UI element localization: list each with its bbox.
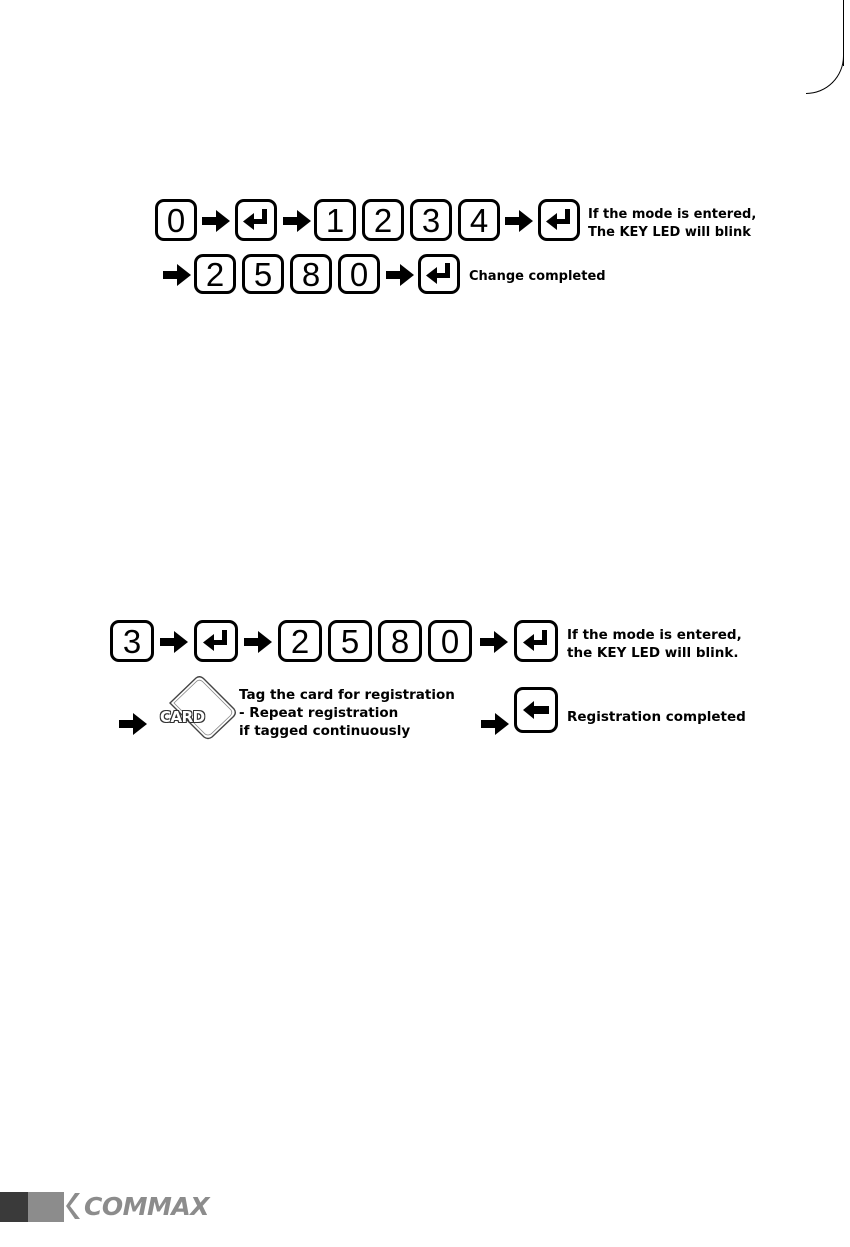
commax-logo xyxy=(66,1190,209,1222)
mode-note-line1: If the mode is entered, xyxy=(567,627,742,643)
key-8: 8 xyxy=(378,620,422,662)
arrow-right-icon xyxy=(283,210,311,232)
commax-logo-mark-icon xyxy=(66,1193,82,1219)
key-1: 1 xyxy=(314,199,356,241)
arrow-right-icon xyxy=(480,631,508,653)
key-2: 2 xyxy=(362,199,404,241)
enter-key xyxy=(194,620,238,662)
key-3: 3 xyxy=(410,199,452,241)
mode-note-line1: If the mode is entered, xyxy=(588,207,757,222)
enter-icon xyxy=(243,209,269,231)
tag-instruction-line1: Tag the card for registration xyxy=(239,687,455,703)
arrow-right-icon xyxy=(202,210,230,232)
back-icon xyxy=(523,701,549,719)
arrow-right-icon xyxy=(244,631,272,653)
key-5: 5 xyxy=(328,620,372,662)
tag-instruction-line3: if tagged continuously xyxy=(239,723,411,739)
key-0: 0 xyxy=(155,199,197,241)
key-0: 0 xyxy=(428,620,472,662)
key-2: 2 xyxy=(194,254,236,294)
enter-icon xyxy=(426,263,452,285)
change-completed-note: Change completed xyxy=(469,269,606,284)
enter-key xyxy=(418,254,460,294)
registration-completed-note: Registration completed xyxy=(567,709,746,725)
arrow-right-icon xyxy=(160,631,188,653)
tag-instruction-line2: - Repeat registration xyxy=(239,705,399,721)
key-2: 2 xyxy=(278,620,322,662)
enter-key xyxy=(538,199,580,241)
key-5: 5 xyxy=(242,254,284,294)
arrow-right-icon xyxy=(119,713,147,735)
arrow-right-icon xyxy=(163,264,191,286)
arrow-right-icon xyxy=(386,264,414,286)
enter-icon xyxy=(203,630,229,652)
key-4: 4 xyxy=(458,199,500,241)
enter-key xyxy=(514,620,558,662)
key-3: 3 xyxy=(110,620,154,662)
brand-name: COMMAX xyxy=(84,1191,209,1221)
back-key xyxy=(514,687,558,733)
enter-icon xyxy=(546,209,572,231)
mode-note-line2: The KEY LED will blink xyxy=(588,225,751,240)
footer-dark-block xyxy=(0,1192,28,1222)
footer-gray-block xyxy=(28,1192,64,1222)
card-label: CARD xyxy=(160,708,205,726)
arrow-right-icon xyxy=(481,713,509,735)
enter-icon xyxy=(523,630,549,652)
key-8: 8 xyxy=(290,254,332,294)
enter-key xyxy=(235,199,277,241)
arrow-right-icon xyxy=(505,210,533,232)
page-corner-mark xyxy=(806,56,844,94)
key-0: 0 xyxy=(338,254,380,294)
mode-note-line2: the KEY LED will blink. xyxy=(567,645,739,661)
